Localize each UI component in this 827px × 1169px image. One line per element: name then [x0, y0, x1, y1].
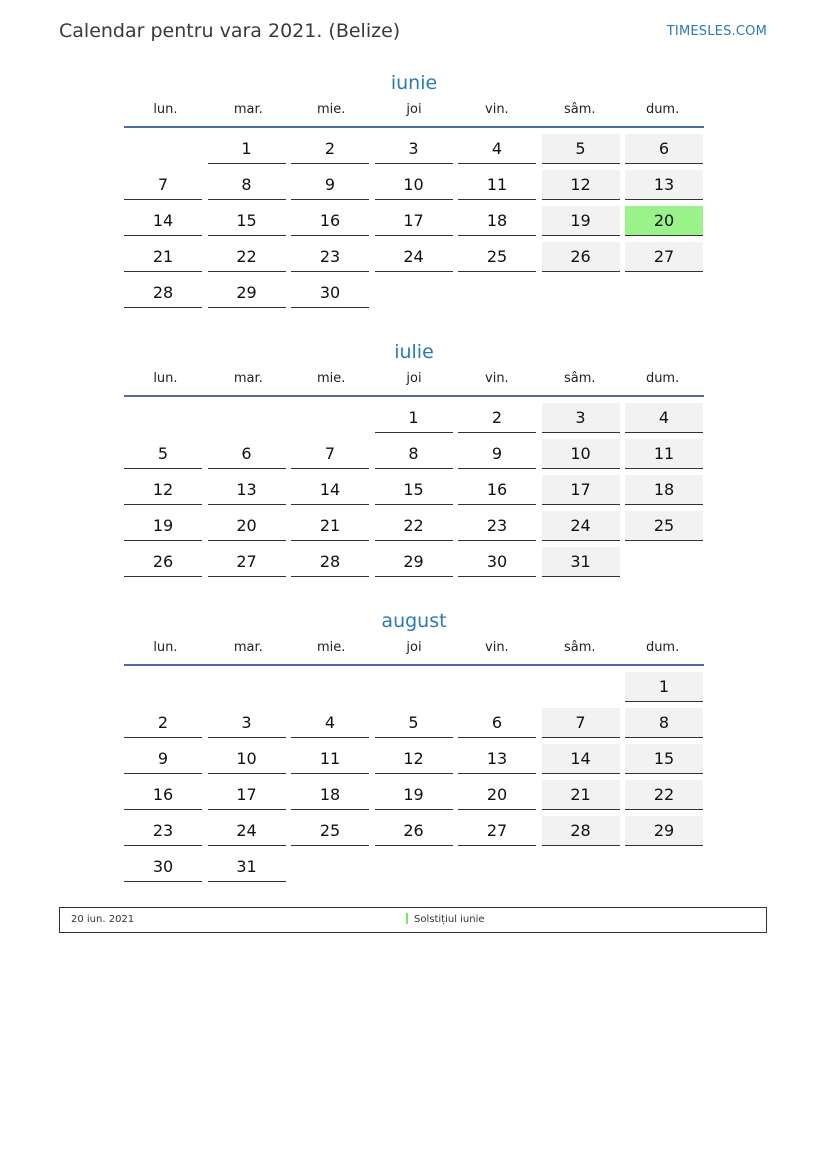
day-cell[interactable]: 3 [208, 708, 286, 738]
day-cell[interactable]: 26 [375, 816, 453, 846]
weekday-label: mar. [233, 640, 263, 655]
day-cell[interactable]: 2 [458, 403, 536, 433]
day-cell[interactable]: 11 [625, 439, 703, 469]
day-cell[interactable]: 4 [291, 708, 369, 738]
day-cell[interactable]: 5 [124, 439, 202, 469]
empty-day-cell [542, 672, 620, 702]
day-cell[interactable]: 29 [208, 278, 286, 308]
day-cell[interactable]: 21 [542, 780, 620, 810]
day-cell[interactable]: 21 [291, 511, 369, 541]
day-cell[interactable]: 6 [625, 134, 703, 164]
day-cell[interactable]: 10 [208, 744, 286, 774]
weekday-label: joi [406, 371, 422, 386]
day-cell[interactable]: 10 [375, 170, 453, 200]
day-cell[interactable]: 1 [375, 403, 453, 433]
site-link[interactable]: TIMESLES.COM [666, 24, 767, 39]
day-cell[interactable]: 2 [291, 134, 369, 164]
day-cell[interactable]: 30 [124, 852, 202, 882]
empty-day-cell [375, 852, 453, 882]
day-cell[interactable]: 24 [542, 511, 620, 541]
day-cell[interactable]: 27 [625, 242, 703, 272]
legend-date: 20 iun. 2021 [71, 914, 135, 925]
weekday-label: lun. [153, 102, 178, 117]
day-cell[interactable]: 6 [208, 439, 286, 469]
weekday-label: mar. [233, 102, 263, 117]
weekday-label: vin. [485, 102, 509, 117]
day-cell[interactable]: 8 [208, 170, 286, 200]
weekday-header [124, 98, 704, 128]
day-cell[interactable]: 28 [542, 816, 620, 846]
day-cell[interactable]: 17 [542, 475, 620, 505]
day-cell[interactable]: 10 [542, 439, 620, 469]
day-cell[interactable]: 14 [291, 475, 369, 505]
empty-day-cell [375, 278, 453, 308]
day-cell[interactable]: 21 [124, 242, 202, 272]
day-cell[interactable]: 1 [625, 672, 703, 702]
weekday-label: dum. [645, 640, 680, 655]
week-row [124, 505, 704, 541]
day-cell[interactable]: 11 [458, 170, 536, 200]
day-cell[interactable]: 19 [124, 511, 202, 541]
holiday-legend [59, 907, 767, 933]
week-row [124, 810, 704, 846]
day-cell[interactable]: 14 [542, 744, 620, 774]
week-row [124, 128, 704, 164]
day-cell[interactable]: 13 [458, 744, 536, 774]
day-cell[interactable]: 20 [458, 780, 536, 810]
day-cell[interactable]: 5 [375, 708, 453, 738]
day-cell[interactable]: 18 [458, 206, 536, 236]
weekday-label: joi [406, 102, 422, 117]
weekday-label: dum. [645, 102, 680, 117]
day-cell[interactable]: 15 [208, 206, 286, 236]
empty-day-cell [542, 278, 620, 308]
week-row [124, 164, 704, 200]
weekday-label: sâm. [563, 102, 596, 117]
day-cell[interactable]: 13 [625, 170, 703, 200]
empty-day-cell [291, 852, 369, 882]
day-cell[interactable]: 24 [375, 242, 453, 272]
day-cell[interactable]: 16 [291, 206, 369, 236]
weekday-label: vin. [485, 640, 509, 655]
month-title: august [381, 610, 447, 632]
day-cell[interactable]: 31 [208, 852, 286, 882]
day-cell[interactable]: 8 [625, 708, 703, 738]
weekday-header [124, 636, 704, 666]
day-cell[interactable]: 11 [291, 744, 369, 774]
day-cell[interactable]: 23 [458, 511, 536, 541]
empty-day-cell [625, 547, 703, 577]
weekday-label: dum. [645, 371, 680, 386]
day-cell[interactable]: 7 [542, 708, 620, 738]
empty-day-cell [542, 852, 620, 882]
day-cell[interactable]: 8 [375, 439, 453, 469]
day-cell[interactable]: 23 [291, 242, 369, 272]
holiday-day-cell[interactable]: 20 [625, 206, 703, 236]
empty-day-cell [291, 672, 369, 702]
day-cell[interactable]: 26 [124, 547, 202, 577]
day-cell[interactable]: 13 [208, 475, 286, 505]
day-cell[interactable]: 22 [208, 242, 286, 272]
day-cell[interactable]: 19 [375, 780, 453, 810]
month-title: iulie [394, 341, 434, 363]
day-cell[interactable]: 5 [542, 134, 620, 164]
weekday-header [124, 367, 704, 397]
weekday-label: sâm. [563, 640, 596, 655]
day-cell[interactable]: 2 [124, 708, 202, 738]
day-cell[interactable]: 29 [375, 547, 453, 577]
day-cell[interactable]: 9 [124, 744, 202, 774]
day-cell[interactable]: 14 [124, 206, 202, 236]
day-cell[interactable]: 4 [625, 403, 703, 433]
day-cell[interactable]: 17 [208, 780, 286, 810]
day-cell[interactable]: 30 [291, 278, 369, 308]
empty-day-cell [124, 672, 202, 702]
day-cell[interactable]: 28 [291, 547, 369, 577]
day-cell[interactable]: 18 [625, 475, 703, 505]
day-cell[interactable]: 15 [375, 475, 453, 505]
page-title: Calendar pentru vara 2021. (Belize) [59, 20, 401, 42]
day-cell[interactable]: 23 [124, 816, 202, 846]
day-cell[interactable]: 27 [208, 547, 286, 577]
month-iunie [124, 68, 704, 308]
legend-color-marker [406, 913, 408, 924]
week-row [124, 272, 704, 308]
day-cell[interactable]: 19 [542, 206, 620, 236]
empty-day-cell [375, 672, 453, 702]
empty-day-cell [208, 403, 286, 433]
empty-day-cell [458, 852, 536, 882]
day-cell[interactable]: 17 [375, 206, 453, 236]
day-cell[interactable]: 20 [208, 511, 286, 541]
day-cell[interactable]: 9 [458, 439, 536, 469]
day-cell[interactable]: 15 [625, 744, 703, 774]
day-cell[interactable]: 25 [291, 816, 369, 846]
empty-day-cell [458, 672, 536, 702]
empty-day-cell [458, 278, 536, 308]
week-row [124, 846, 704, 882]
day-cell[interactable]: 25 [458, 242, 536, 272]
empty-day-cell [625, 278, 703, 308]
weekday-label: mar. [233, 371, 263, 386]
day-cell[interactable]: 12 [375, 744, 453, 774]
day-cell[interactable]: 26 [542, 242, 620, 272]
day-cell[interactable]: 6 [458, 708, 536, 738]
week-row [124, 397, 704, 433]
weekday-label: mie. [316, 640, 346, 655]
week-row [124, 738, 704, 774]
month-august [124, 606, 704, 882]
day-cell[interactable]: 25 [625, 511, 703, 541]
weekday-label: lun. [153, 640, 178, 655]
day-cell[interactable]: 18 [291, 780, 369, 810]
weekday-label: joi [406, 640, 422, 655]
week-row [124, 702, 704, 738]
week-row [124, 666, 704, 702]
day-cell[interactable]: 12 [542, 170, 620, 200]
day-cell[interactable]: 16 [458, 475, 536, 505]
day-cell[interactable]: 22 [375, 511, 453, 541]
week-row [124, 541, 704, 577]
week-row [124, 433, 704, 469]
weekday-label: sâm. [563, 371, 596, 386]
week-row [124, 469, 704, 505]
empty-day-cell [124, 134, 202, 164]
weekday-label: mie. [316, 102, 346, 117]
day-cell[interactable]: 31 [542, 547, 620, 577]
weekday-label: lun. [153, 371, 178, 386]
day-cell[interactable]: 7 [124, 170, 202, 200]
empty-day-cell [208, 672, 286, 702]
month-title: iunie [390, 72, 438, 94]
week-row [124, 774, 704, 810]
weekday-label: vin. [485, 371, 509, 386]
day-cell[interactable]: 30 [458, 547, 536, 577]
empty-day-cell [625, 852, 703, 882]
day-cell[interactable]: 9 [291, 170, 369, 200]
week-row [124, 236, 704, 272]
day-cell[interactable]: 1 [208, 134, 286, 164]
day-cell[interactable]: 24 [208, 816, 286, 846]
day-cell[interactable]: 16 [124, 780, 202, 810]
week-row [124, 200, 704, 236]
weekday-label: mie. [316, 371, 346, 386]
day-cell[interactable]: 7 [291, 439, 369, 469]
day-cell[interactable]: 29 [625, 816, 703, 846]
day-cell[interactable]: 3 [375, 134, 453, 164]
legend-holiday-name: Solstițiul iunie [414, 914, 485, 925]
day-cell[interactable]: 22 [625, 780, 703, 810]
day-cell[interactable]: 27 [458, 816, 536, 846]
day-cell[interactable]: 4 [458, 134, 536, 164]
month-iulie [124, 337, 704, 577]
day-cell[interactable]: 12 [124, 475, 202, 505]
day-cell[interactable]: 3 [542, 403, 620, 433]
day-cell[interactable]: 28 [124, 278, 202, 308]
empty-day-cell [124, 403, 202, 433]
empty-day-cell [291, 403, 369, 433]
